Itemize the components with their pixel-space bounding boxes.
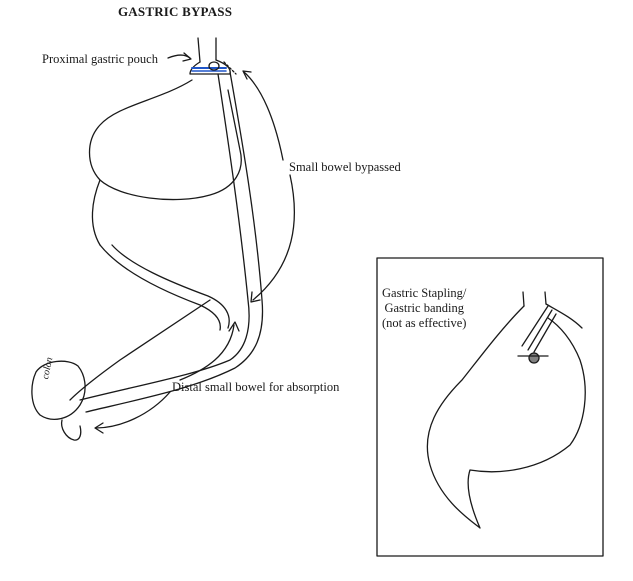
colon — [32, 361, 85, 440]
biliopancreatic-limb — [70, 245, 229, 400]
diagram-title: GASTRIC BYPASS — [118, 4, 233, 19]
small-bowel-bypassed-label: Small bowel bypassed — [289, 160, 401, 174]
proximal-gastric-pouch-label: Proximal gastric pouch — [42, 52, 158, 66]
bypassed-stomach — [90, 80, 242, 245]
inset-line-1: Gastric Stapling/ — [382, 286, 467, 300]
inset-title — [382, 286, 466, 331]
bypassed-arrows — [243, 71, 294, 302]
esophagus — [198, 38, 216, 62]
inset-line-2: Gastric banding — [384, 301, 464, 315]
roux-limb — [80, 62, 263, 412]
distal-small-bowel-label: Distal small bowel for absorption — [172, 380, 340, 394]
pouch-label-arrow — [168, 53, 191, 61]
absorption-arrows — [95, 322, 239, 433]
inset-line-3: (not as effective) — [382, 316, 467, 330]
colon-label: colon — [40, 356, 56, 381]
